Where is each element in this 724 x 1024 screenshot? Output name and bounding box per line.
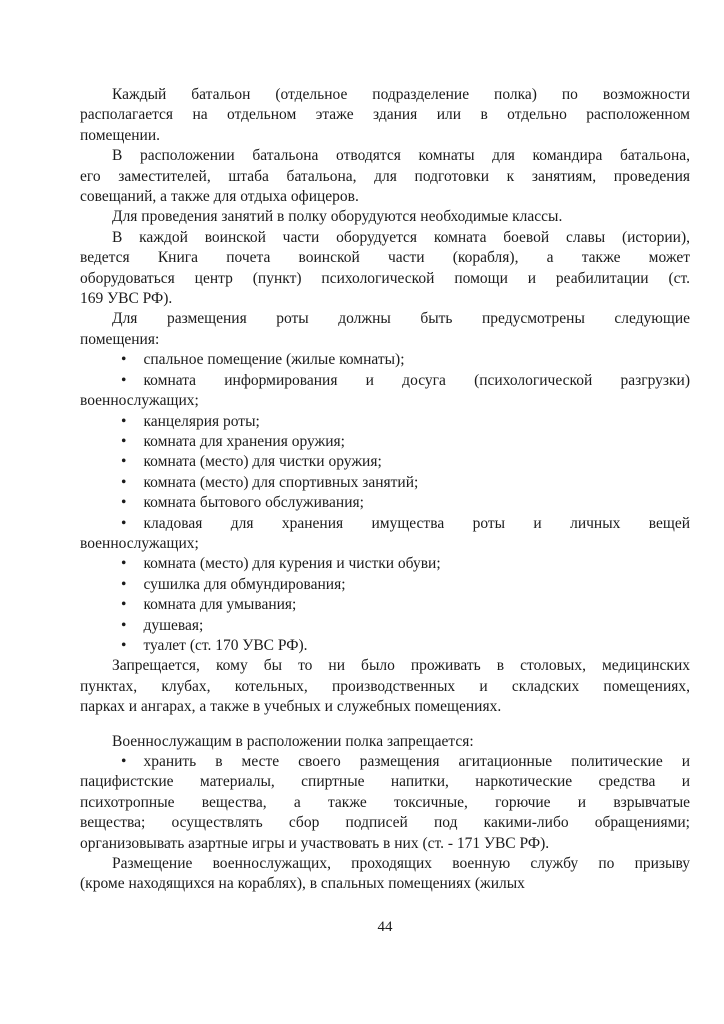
bullet-icon: • [121, 453, 127, 471]
page-number: 44 [377, 919, 393, 935]
bullet-item [80, 493, 690, 513]
text-line: (кроме находящихся на кораблях), в спальных помещениях (жилых [80, 875, 525, 893]
bullet-icon: • [121, 371, 127, 389]
bullet-item [80, 636, 690, 656]
bullet-item [80, 371, 690, 412]
section-spacer [80, 718, 690, 732]
paragraph [80, 146, 690, 207]
text-line [80, 595, 690, 615]
bullet-item [80, 554, 690, 574]
paragraph [80, 207, 690, 227]
text-line: Запрещается, кому бы то ни было проживать в столовых, медицинских [112, 657, 690, 675]
text-line: помещения: [80, 330, 160, 348]
bullet-text: комната бытового обслуживания; [143, 494, 364, 512]
bullet-text: душевая; [143, 616, 204, 634]
bullet-text: спальное помещение (жилые комнаты); [143, 351, 405, 369]
paragraph [80, 854, 690, 895]
bullet-icon: • [121, 473, 127, 491]
text-line [80, 514, 690, 534]
text-line [80, 493, 690, 513]
text-line: оборудоваться центр (пункт) психологической помощи и реабилитации (ст. [80, 269, 690, 287]
paragraph [80, 85, 690, 146]
bullet-icon: • [121, 753, 127, 770]
page-footer [80, 918, 690, 936]
text-line: Для размещения роты должны быть предусмотрены следующие [112, 310, 690, 328]
text-line [80, 412, 690, 432]
bullet-item [80, 595, 690, 615]
text-line: В каждой воинской части оборудуется комната боевой славы (истории), [112, 228, 690, 246]
bullet-icon: • [121, 596, 127, 614]
bullet-item [80, 452, 690, 472]
text-line: военнослужащих; [80, 534, 199, 552]
bullet-text: комната для умывания; [143, 596, 297, 614]
text-line [80, 432, 690, 452]
text-line: психотропные вещества, а также токсичные, горючие и взрывчатые [80, 793, 690, 811]
text-line: Размещение военнослужащих, проходящих военную службу по призыву [112, 855, 690, 873]
text-line: пунктах, клубах, котельных, производственных и складских помещениях, [80, 677, 690, 695]
text-line [80, 473, 690, 493]
text-line: Каждый батальон (отдельное подразделение полка) по возможности [112, 86, 690, 103]
bullet-icon: • [121, 412, 127, 430]
bullet-text: канцелярия роты; [143, 412, 260, 430]
bullet-icon: • [121, 616, 127, 634]
bullet-text: комната (место) для чистки оружия; [143, 453, 382, 471]
bullet-icon: • [121, 432, 127, 450]
text-line: 169 УВС РФ). [80, 290, 173, 308]
bullet-icon: • [121, 636, 127, 654]
text-line: ведется Книга почета воинской части (корабля), а также может [80, 249, 690, 267]
bullet-item [80, 514, 690, 555]
text-line [80, 616, 690, 636]
text-line: организовывать азартные игры и участвовать в них (ст. - 171 УВС РФ). [80, 834, 550, 852]
paragraph [80, 656, 690, 717]
text-line: В расположении батальона отводятся комнаты для командира батальона, [112, 147, 690, 165]
paragraph [80, 732, 690, 752]
text-line: его заместителей, штаба батальона, для подготовки к занятиям, проведения [80, 167, 690, 185]
bullet-icon: • [121, 555, 127, 573]
bullet-text: комната (место) для курения и чистки обуви; [143, 555, 441, 573]
bullet-item [80, 575, 690, 595]
bullet-text: комната информирования и досуга (психологической разгрузки) [143, 371, 690, 389]
text-line: совещаний, а также для отдыха офицеров. [80, 188, 359, 206]
bullet-icon: • [121, 351, 127, 369]
text-line: парках и ангарах, а также в учебных и служебных помещениях. [80, 698, 502, 716]
text-line [80, 752, 690, 772]
bullet-icon: • [121, 575, 127, 593]
document-body [80, 85, 690, 895]
bullet-text: комната (место) для спортивных занятий; [143, 473, 419, 491]
paragraph [80, 228, 690, 310]
bullet-item [80, 350, 690, 370]
paragraph [80, 309, 690, 350]
bullet-text: кладовая для хранения имущества роты и личных вещей [143, 514, 690, 532]
text-line [80, 636, 690, 656]
bullet-item [80, 412, 690, 432]
text-line: Военнослужащим в расположении полка запрещается: [112, 732, 474, 750]
bullet-item [80, 616, 690, 636]
text-line [80, 350, 690, 370]
bullet-item [80, 752, 690, 854]
text-line [80, 371, 690, 391]
text-line [80, 575, 690, 595]
bullet-icon: • [121, 514, 127, 532]
bullet-item [80, 473, 690, 493]
text-line: пацифистские материалы, спиртные напитки, наркотические средства и [80, 773, 690, 791]
bullet-text: туалет (ст. 170 УВС РФ). [143, 636, 308, 654]
text-line: располагается на отдельном этаже здания или в отдельно расположенном [80, 106, 690, 124]
text-line: вещества; осуществлять сбор подписей под какими-либо обращениями; [80, 814, 690, 832]
bullet-icon: • [121, 494, 127, 512]
text-line: Для проведения занятий в полку оборудуются необходимые классы. [112, 208, 563, 226]
text-line: военнослужащих; [80, 392, 199, 410]
bullet-text: сушилка для обмундирования; [143, 575, 346, 593]
bullet-text: комната для хранения оружия; [143, 432, 345, 450]
text-line [80, 452, 690, 472]
text-line [80, 554, 690, 574]
bullet-item [80, 432, 690, 452]
bullet-text: хранить в месте своего размещения агитационные политические и [143, 753, 690, 770]
text-line: помещении. [80, 126, 161, 144]
